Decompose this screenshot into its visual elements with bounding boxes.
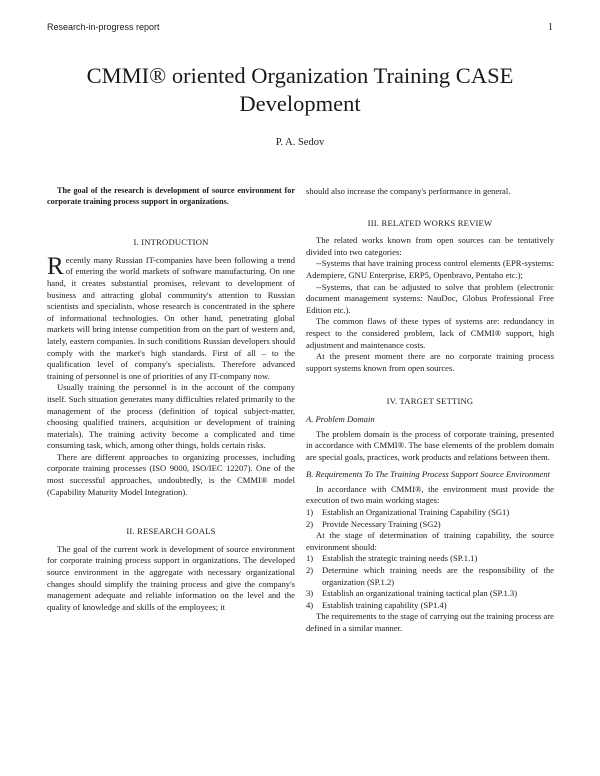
dropcap: R <box>47 252 64 280</box>
right-column <box>306 186 554 635</box>
requirements-paragraph-2: At the stage of determination of training capability, the source environment should: <box>306 530 554 552</box>
related-paragraph-1: The related works known from open sources can be tentatively divided into two categories: <box>306 235 554 257</box>
list-item: 2) Determine which training needs are the responsibility of the organization (SP.1.2) <box>306 565 554 587</box>
list-item: 2) Provide Necessary Training (SG2) <box>306 518 441 529</box>
section-heading-related-works: III. RELATED WORKS REVIEW <box>367 217 493 228</box>
list-item: 1) Establish an Organizational Training Capability (SG1) <box>306 507 510 518</box>
paper-title: CMMI® oriented Organization Training CASE Development <box>86 63 514 116</box>
goals-paragraph-continued: should also increase the company's performance in general. <box>306 186 511 196</box>
requirements-paragraph-1: In accordance with CMMI®, the environment must provide the execution of two main working stages: <box>306 483 554 506</box>
intro-paragraph-2: Usually training the personnel is in the account of the company itself. Such situation generates many difficulties related primarily to the management of the process (definition of topical subject-matter, choosing qualified trainers, acquisition or development of training materials). The training activity become a complicated and time consuming task, which, among other things, holds certain risks. <box>47 382 295 451</box>
related-paragraph-5: At the present moment there are no corporate training process support systems known from open sources. <box>306 351 554 373</box>
list-item: 4) Establish training capability (SP1.4) <box>306 599 447 610</box>
intro-paragraph <box>47 252 295 383</box>
related-paragraph-4: The common flaws of these types of systems are: redundancy in respect to the considered problem, lack of CMMI® support, high adjustment and maintenance costs. <box>306 316 554 350</box>
goals-paragraph-1: The goal of the current work is development of source environment for corporate training process support in organizations. The developed source environment in the aggregate with necessary organizational changes should simplify the training process and give the company's management adequate and reliable information on the level and the quality of knowledge and skills of the employees; it <box>47 543 295 612</box>
running-head: Research-in-progress report <box>47 22 160 32</box>
section-heading-introduction: I. INTRODUCTION <box>133 237 209 248</box>
list-item: 1) Establish the strategic training needs (SP.1.1) <box>306 553 478 564</box>
subsection-heading-problem-domain: A. Problem Domain <box>306 413 375 424</box>
left-column <box>47 186 295 613</box>
intro-paragraph-1: ecently many Russian IT-companies have been following a trend of entering the world markets of software manufacturing. On one hand, it creates substantial promises, relevant to development of business and attracting global community's attention to Russian scientists and specialists, whose research is concentrated in the sphere of informational technologies. On other hand, penetrating global markets will bring intense competition from on the part of western and, lately, eastern companies. In such conditions Russian developers should comply with the market's high standards. First of all – to the qualification level of company's specialists. Therefore advanced training of personnel is one of priorities of any IT-company now. <box>47 254 295 381</box>
stages-list <box>306 507 554 530</box>
section-heading-target-setting: IV. TARGET SETTING <box>386 396 474 407</box>
page-number: 1 <box>548 22 553 33</box>
related-paragraph-2: --Systems that have training process control elements (EPR-systems: Adempiere, GNU Enterprise, ERP5, Openbravo, Pentaho etc.); <box>306 258 554 280</box>
requirements-paragraph-3: The requirements to the stage of carrying out the training process are defined in a similar manner. <box>306 611 554 633</box>
abstract: The goal of the research is development of source environment for corporate training process support in organizations. <box>47 186 295 206</box>
related-paragraph-3: --Systems, that can be adjusted to solve that problem (electronic document management systems: NauDoc, Globus Professional Free Edition etc.). <box>306 281 554 315</box>
section-heading-research-goals: II. RESEARCH GOALS <box>126 526 216 537</box>
problem-domain-paragraph: The problem domain is the process of corporate training, presented in accordance with CMMI®. The base elements of the problem domain are special goals, practices, work products and relations between them. <box>306 428 554 462</box>
author: P. A. Sedov <box>275 137 325 148</box>
intro-paragraph-3: There are different approaches to organizing processes, including corporate training processes (ISO 9000, ISO/IEC 12207). One of the most successful approaches, undoubtedly, is the CMMI® model (Capability Maturity Model Integration). <box>47 451 295 497</box>
steps-list <box>306 553 554 611</box>
subsection-heading-requirements: B. Requirements To The Training Process Support Source Environment <box>306 469 551 480</box>
list-item: 3) Establish an organizational training tactical plan (SP.1.3) <box>306 588 518 599</box>
